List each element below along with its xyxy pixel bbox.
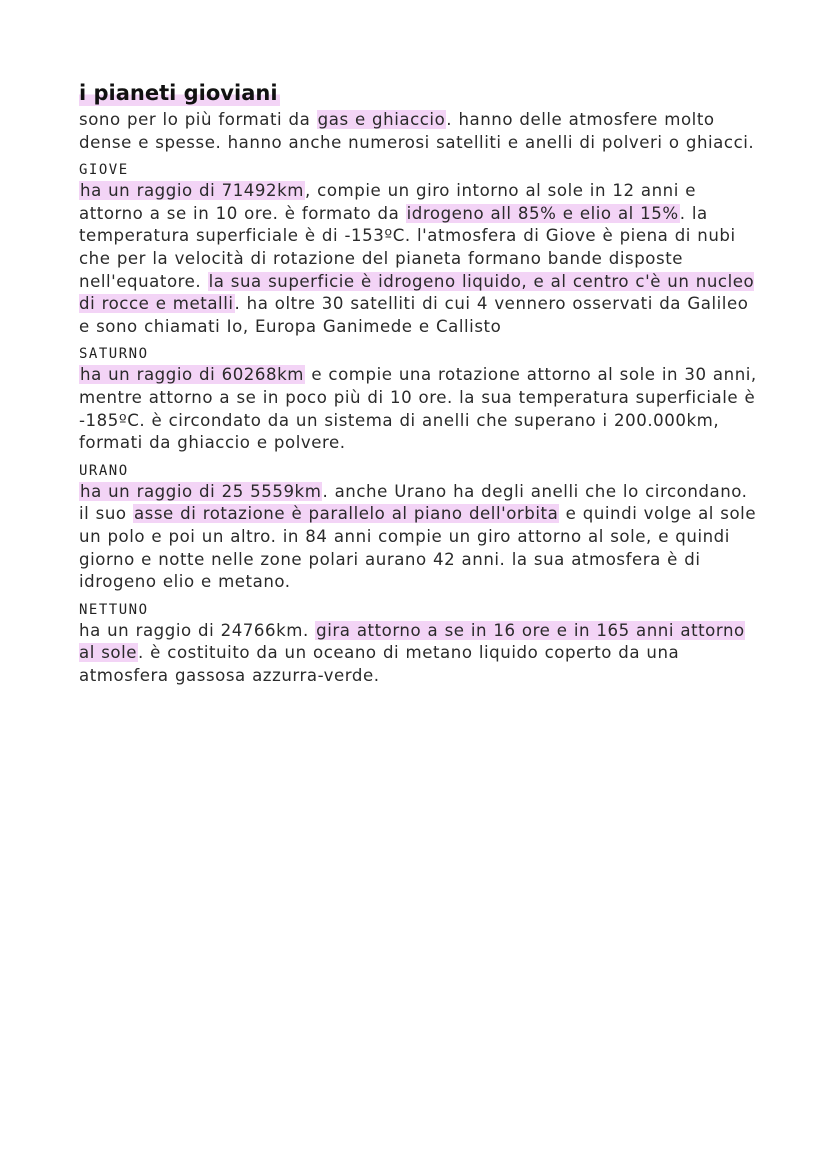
section-urano: [79, 461, 759, 594]
page-title: i pianeti gioviani: [79, 81, 278, 105]
section-paragraph: [79, 620, 759, 688]
document-content: [79, 80, 759, 687]
highlighted-text: ha un raggio di 60268km: [80, 365, 304, 385]
section-paragraph: [79, 481, 759, 594]
text-segment: . è costituito da un oceano di metano liquido coperto da una atmosfera gassosa azzurra-verde.: [79, 643, 680, 685]
text-segment: . hanno delle atmosfere molto dense e spesse. hanno anche numerosi satelliti e anelli di polveri o ghiacci.: [79, 110, 755, 152]
text-segment: sono per lo più formati da: [79, 110, 317, 129]
section-paragraph: [79, 364, 759, 454]
text-segment: . ha oltre 30 satelliti di cui 4 vennero osservati da Galileo e sono chiamati Io, Europa Ganimede e Callisto: [79, 294, 749, 336]
section-heading: SATURNO: [79, 346, 149, 363]
section-nettuno: [79, 600, 759, 688]
text-segment: . anche Urano ha degli anelli che lo circondano. il suo: [79, 481, 748, 524]
text-segment: e compie una rotazione attorno al sole in 30 anni, mentre attorno a se in poco più di 10 ore. la sua temperatura superficiale è -185ºC. è circondato da un sistema di anelli che superano i 200.000km, formati da ghiaccio e polvere.: [79, 365, 757, 453]
highlighted-text: gira attorno a se in 16 ore e in 165 anni attorno al sole: [79, 620, 745, 663]
section-giove: [79, 160, 759, 338]
section-saturno: [79, 344, 759, 454]
text-segment: e quindi volge al sole un polo e poi un altro. in 84 anni compie un giro attorno al sole, e quindi giorno e notte nelle zone polari aurano 42 anni. la sua atmosfera è di idrogeno elio e metano.: [79, 504, 757, 592]
highlighted-text: idrogeno all 85% e elio al 15%: [406, 203, 679, 223]
highlighted-text: ha un raggio di 25 5559km: [80, 481, 322, 501]
highlighted-text: gas e ghiaccio: [317, 110, 446, 129]
section-heading: URANO: [79, 462, 129, 479]
text-segment: , compie un giro intorno al sole in 12 anni e attorno a se in 10 ore. è formato da: [79, 181, 696, 223]
section-heading: GIOVE: [79, 162, 129, 179]
highlighted-text: la sua superficie è idrogeno liquido, e al centro c'è un nucleo di rocce e metalli: [79, 271, 755, 314]
section-heading: NETTUNO: [79, 601, 149, 618]
section-paragraph: [79, 180, 759, 338]
highlighted-text: ha un raggio di 71492km: [80, 181, 304, 201]
intro-paragraph: [79, 109, 759, 154]
text-segment: . la temperatura superficiale è di -153ºC. l'atmosfera di Giove è piena di nubi che per la velocità di rotazione del pianeta formano bande disposte nell'equatore.: [79, 203, 736, 291]
highlighted-text: asse di rotazione è parallelo al piano dell'orbita: [133, 504, 559, 524]
text-segment: ha un raggio di 24766km.: [79, 620, 316, 640]
